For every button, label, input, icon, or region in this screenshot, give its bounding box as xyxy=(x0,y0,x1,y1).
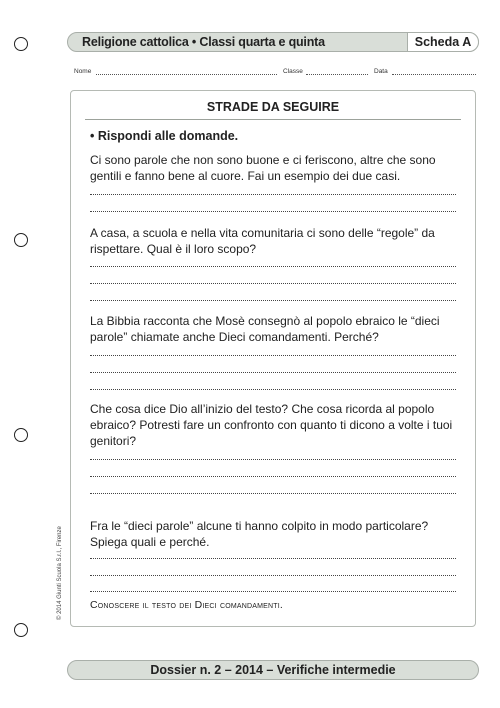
answer-line[interactable] xyxy=(90,372,456,373)
scheda-label: Scheda A xyxy=(407,32,479,52)
question-3: La Bibbia racconta che Mosè consegnò al popolo ebraico le “dieci parole” chiamate anche Dieci comandamenti. Perché? xyxy=(90,314,440,344)
binder-hole-icon xyxy=(14,37,28,51)
question-4: Che cosa dice Dio all’inizio del testo? Che cosa ricorda al popolo ebraico? Potresti fare un confronto con quanto ti dicono a volte i tuoi genitori? xyxy=(90,402,453,448)
answer-line[interactable] xyxy=(90,476,456,477)
answer-line[interactable] xyxy=(90,575,456,576)
answer-line[interactable] xyxy=(90,283,456,284)
answer-line[interactable] xyxy=(90,459,456,460)
worksheet-panel xyxy=(70,90,476,627)
question-2: A casa, a scuola e nella vita comunitaria ci sono delle “regole” da rispettare. Qual è il loro scopo? xyxy=(90,226,435,256)
answer-line[interactable] xyxy=(90,194,456,195)
answer-line[interactable] xyxy=(90,558,456,559)
answer-line[interactable] xyxy=(90,355,456,356)
answer-line[interactable] xyxy=(90,591,456,592)
binder-hole-icon xyxy=(14,623,28,637)
answer-line[interactable] xyxy=(90,266,456,267)
binder-hole-icon xyxy=(14,428,28,442)
question-5: Fra le “dieci parole” alcune ti hanno colpito in modo particolare? Spiega quali e perché. xyxy=(90,519,429,549)
copyright-notice: © 2014 Giunti Scuola S.r.l., Firenze xyxy=(57,526,63,620)
header-bar xyxy=(67,32,479,52)
header-title: Religione cattolica • Classi quarta e quinta xyxy=(82,35,325,49)
worksheet-title: STRADE DA SEGUIRE xyxy=(206,100,340,114)
instruction: • Rispondi alle domande. xyxy=(90,129,239,143)
date-field[interactable] xyxy=(392,74,476,75)
class-label: Classe xyxy=(283,68,303,75)
competence-note: Conoscere il testo dei Dieci comandamenti. xyxy=(90,599,284,611)
title-divider xyxy=(85,119,461,120)
answer-line[interactable] xyxy=(90,493,456,494)
class-field[interactable] xyxy=(306,74,368,75)
answer-line[interactable] xyxy=(90,300,456,301)
footer-bar: Dossier n. 2 – 2014 – Verifiche intermedie xyxy=(67,660,479,680)
binder-hole-icon xyxy=(14,233,28,247)
name-field[interactable] xyxy=(96,74,277,75)
name-label: Nome xyxy=(74,68,92,75)
date-label: Data xyxy=(374,68,388,75)
student-fields xyxy=(74,68,476,80)
answer-line[interactable] xyxy=(90,211,456,212)
question-1: Ci sono parole che non sono buone e ci feriscono, altre che sono gentili e fanno bene al cuore. Fai un esempio dei due casi. xyxy=(90,153,436,183)
answer-line[interactable] xyxy=(90,389,456,390)
